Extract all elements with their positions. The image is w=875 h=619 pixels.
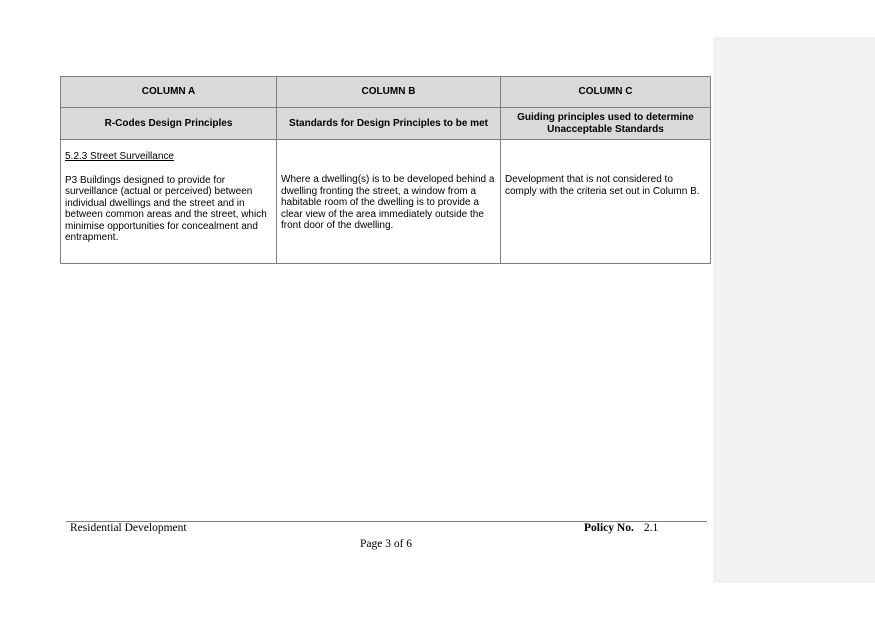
column-a-label: COLUMN A xyxy=(61,77,277,108)
column-c-text: Development that is not considered to comply with the criteria set out in Column B. xyxy=(505,174,700,197)
footer-policy-number xyxy=(584,522,658,534)
policy-label: Policy No. xyxy=(584,522,634,534)
table-row xyxy=(61,140,711,264)
cell-spacer xyxy=(281,151,496,174)
column-a-text: P3 Buildings designed to provide for surveillance (actual or perceived) between individual dwellings and the street and in between common areas and the street, which minimise opportunities for concealment and entrapment. xyxy=(65,174,267,243)
column-heading-row xyxy=(61,108,711,140)
cell-spacer xyxy=(505,151,706,174)
design-principles-table xyxy=(60,76,711,264)
column-b-heading: Standards for Design Principles to be met xyxy=(277,108,501,140)
column-a-heading: R-Codes Design Principles xyxy=(61,108,277,140)
column-c-label: COLUMN C xyxy=(501,77,711,108)
comment-margin-panel xyxy=(713,37,875,583)
column-label-row xyxy=(61,77,711,108)
column-c-heading: Guiding principles used to determine Unacceptable Standards xyxy=(501,108,711,140)
section-title: 5.2.3 Street Surveillance xyxy=(65,151,174,162)
column-b-label: COLUMN B xyxy=(277,77,501,108)
column-a-cell xyxy=(61,140,277,264)
column-c-cell xyxy=(501,140,711,264)
page-number: Page 3 of 6 xyxy=(359,538,413,550)
column-b-text: Where a dwelling(s) is to be developed behind a dwelling fronting the street, a window from a habitable room of the dwelling is to provide a clear view of the area immediately outside the front door of the dwelling. xyxy=(281,174,495,231)
footer-document-title: Residential Development xyxy=(70,522,187,534)
policy-number-value: 2.1 xyxy=(643,522,659,534)
column-b-cell xyxy=(277,140,501,264)
